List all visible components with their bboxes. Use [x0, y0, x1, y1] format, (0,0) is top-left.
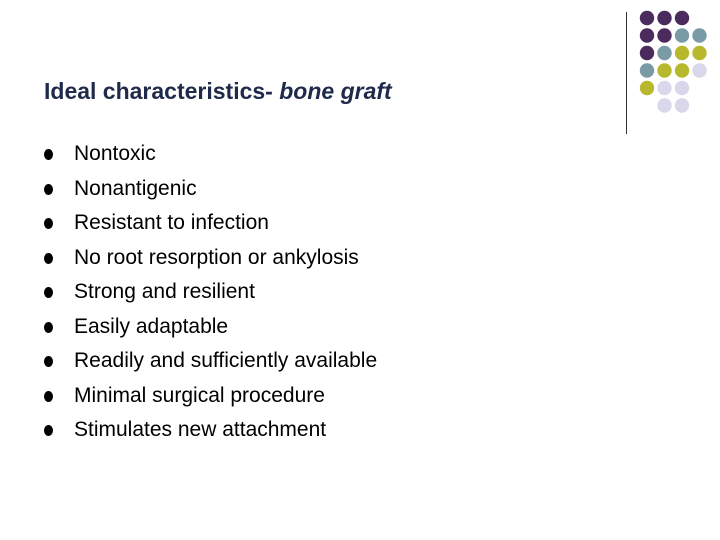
bullet-text: Strong and resilient	[74, 280, 255, 303]
bullet-text: Nontoxic	[74, 142, 156, 165]
decorative-dot	[675, 28, 689, 42]
bullet-item	[44, 176, 377, 211]
bullet-text: Nonantigenic	[74, 176, 197, 200]
decorative-dot	[640, 63, 654, 77]
bullet-dot-icon	[44, 287, 53, 298]
decorative-dot	[675, 98, 689, 112]
bullet-list	[44, 141, 377, 452]
decorative-dot	[692, 46, 706, 60]
decorative-dot	[640, 11, 654, 25]
decorative-dot	[657, 81, 671, 95]
decorative-dot	[675, 11, 689, 25]
decorative-dot	[640, 81, 654, 95]
bullet-text: No root resorption or ankylosis	[74, 245, 359, 269]
slide-title-italic: bone graft	[279, 78, 392, 104]
slide-title	[44, 78, 392, 105]
bullet-text: Resistant to infection	[74, 211, 269, 234]
bullet-text: Minimal surgical procedure	[74, 383, 325, 407]
bullet-dot-icon	[44, 322, 53, 333]
decorative-dot	[657, 11, 671, 25]
bullet-item	[44, 245, 377, 280]
bullet-item	[44, 279, 377, 314]
decorative-dot	[657, 28, 671, 42]
decorative-dot	[692, 28, 706, 42]
bullet-dot-icon	[44, 184, 53, 195]
bullet-dot-icon	[44, 253, 53, 264]
bullet-text: Easily adaptable	[74, 314, 229, 338]
decorative-dot	[657, 63, 671, 77]
decorative-dot	[692, 63, 706, 77]
decorative-divider-line	[626, 12, 627, 134]
bullet-dot-icon	[44, 218, 53, 229]
bullet-dot-icon	[44, 425, 53, 436]
bullet-item	[44, 210, 377, 245]
slide-title-main: Ideal characteristics-	[44, 78, 280, 104]
bullet-item	[44, 314, 377, 349]
decorative-dot	[675, 81, 689, 95]
bullet-dot-icon	[44, 391, 53, 402]
decorative-dot-grid	[638, 9, 720, 119]
bullet-text: Readily and sufficiently available	[74, 349, 378, 372]
bullet-dot-icon	[44, 149, 53, 160]
decorative-dot	[675, 46, 689, 60]
bullet-text: Stimulates new attachment	[74, 418, 327, 441]
decorative-dot	[657, 98, 671, 112]
decorative-dot	[657, 46, 671, 60]
bullet-item	[44, 383, 377, 418]
bullet-item	[44, 348, 377, 383]
decorative-dot	[640, 28, 654, 42]
bullet-dot-icon	[44, 356, 53, 367]
bullet-item	[44, 141, 377, 176]
bullet-item	[44, 417, 377, 452]
decorative-dot	[640, 46, 654, 60]
decorative-dot	[675, 63, 689, 77]
